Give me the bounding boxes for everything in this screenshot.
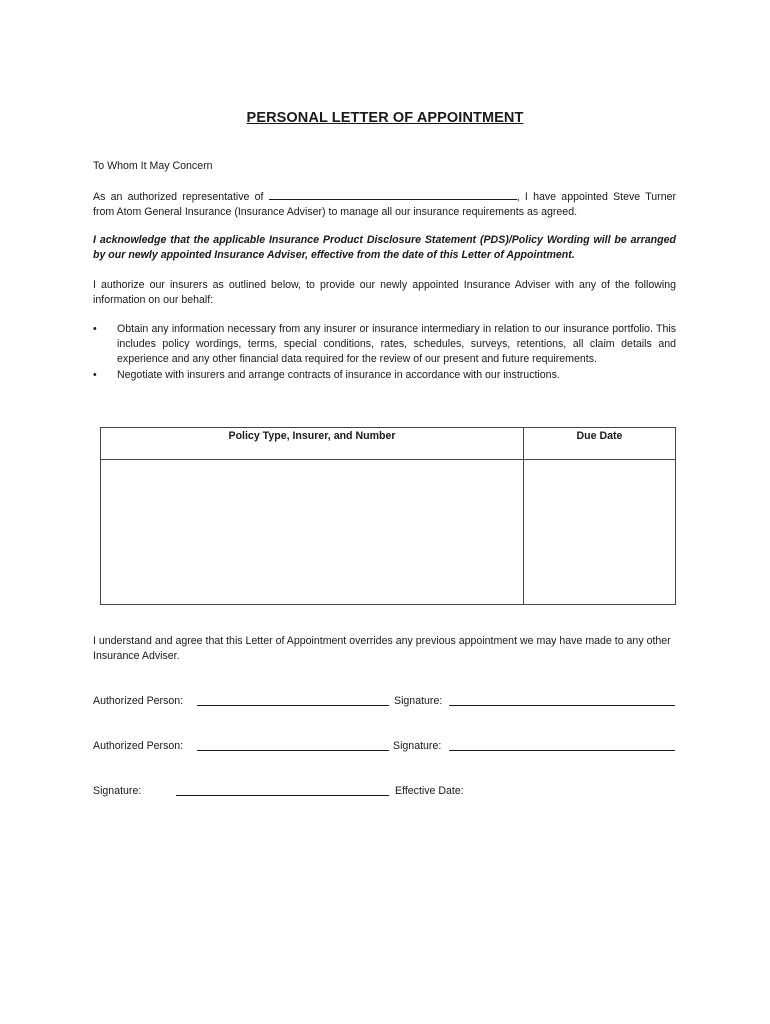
authorization-list xyxy=(93,322,676,384)
authorize-paragraph: I authorize our insurers as outlined below, to provide our newly appointed Insurance Adviser with any of the following information on our behalf: xyxy=(93,279,676,306)
signature-label-2: Signature: xyxy=(393,740,442,752)
signature-label-1: Signature: xyxy=(394,695,443,707)
document-title: PERSONAL LETTER OF APPOINTMENT xyxy=(246,110,524,126)
signature-blank-2[interactable] xyxy=(449,740,675,751)
acknowledge-paragraph: I acknowledge that the applicable Insurance Product Disclosure Statement (PDS)/Policy Wording will be arranged by our newly appointed Insurance Adviser, effective from the date of this Letter of Appointment. xyxy=(93,234,676,261)
effective-date-label: Effective Date: xyxy=(395,785,464,797)
column-header-policy: Policy Type, Insurer, and Number xyxy=(101,428,524,460)
column-header-due-date: Due Date xyxy=(524,428,676,460)
salutation: To Whom It May Concern xyxy=(93,160,213,172)
authorized-person-label-1: Authorized Person: xyxy=(93,695,184,707)
signature-blank-1[interactable] xyxy=(449,695,675,706)
authorized-person-blank-1[interactable] xyxy=(197,695,389,706)
due-date-cell[interactable] xyxy=(524,460,676,605)
bullet-icon: • xyxy=(93,323,97,335)
intro-text-start: As an authorized representative of xyxy=(93,191,264,203)
authorized-person-blank-2[interactable] xyxy=(197,740,389,751)
understand-paragraph: I understand and agree that this Letter of Appointment overrides any previous appointment we may have made to any other Insurance Adviser. xyxy=(93,635,671,662)
representative-name-blank[interactable] xyxy=(269,189,517,200)
authorized-person-label-2: Authorized Person: xyxy=(93,740,184,752)
policy-table xyxy=(100,427,676,605)
signature-label-3: Signature: xyxy=(93,785,142,797)
bullet-icon: • xyxy=(93,369,97,381)
list-item-text: Obtain any information necessary from any insurer or insurance intermediary in relation to our insurance portfolio. This includes policy wordings, terms, special conditions, rates, schedules, surveys, retentions, all claim details and experience and any other financial data required for the review of our present and future requirements. xyxy=(117,323,676,365)
list-item xyxy=(93,322,676,367)
policy-cell[interactable] xyxy=(101,460,524,605)
list-item-text: Negotiate with insurers and arrange contracts of insurance in accordance with our instructions. xyxy=(117,369,560,381)
intro-paragraph xyxy=(93,189,676,220)
table-header-row xyxy=(101,428,676,460)
table-row xyxy=(101,460,676,605)
list-item xyxy=(93,368,676,383)
intro-text-end: , I have appointed Steve Turner from Atom General Insurance (Insurance Adviser) to manage all our insurance requirements as agreed. xyxy=(93,191,677,218)
signature-blank-3[interactable] xyxy=(176,785,389,796)
